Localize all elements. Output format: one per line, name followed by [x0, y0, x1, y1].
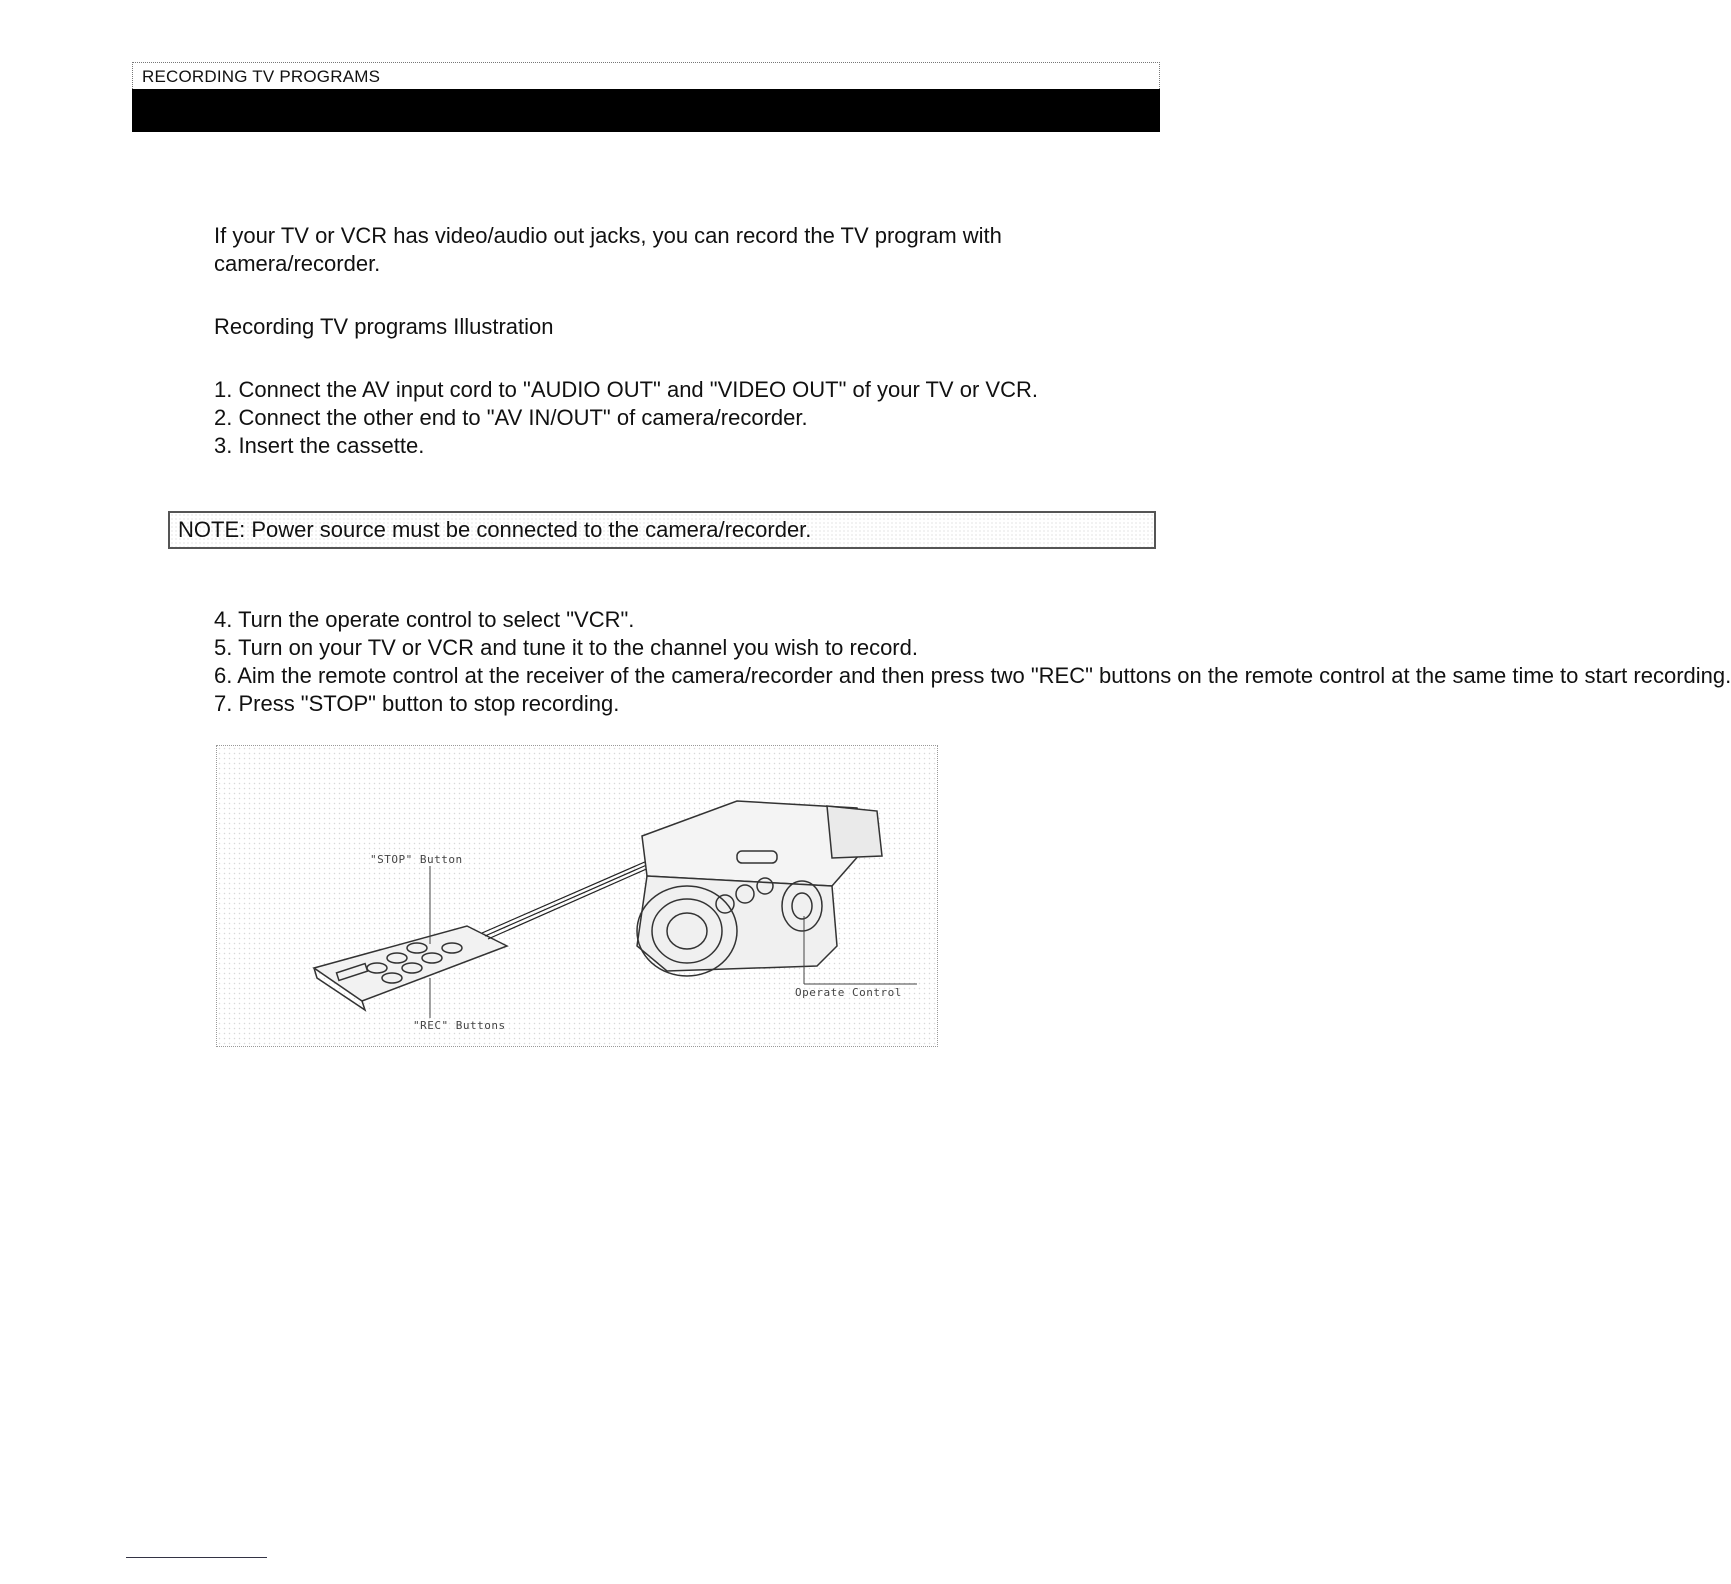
- recording-illustration: [216, 745, 938, 1047]
- footer-rule: [126, 1557, 267, 1558]
- header-bar: [132, 89, 1160, 132]
- illustration-drawing: [217, 746, 939, 1048]
- operate-control-label: Operate Control: [795, 986, 902, 999]
- illustration-caption: Recording TV programs Illustration: [214, 314, 554, 339]
- step-1: 1. Connect the AV input cord to "AUDIO OUT" and "VIDEO OUT" of your TV or VCR.: [214, 377, 1038, 402]
- step-2: 2. Connect the other end to "AV IN/OUT" of camera/recorder.: [214, 405, 808, 430]
- step-6: 6. Aim the remote control at the receiver of the camera/recorder and then press two "REC" buttons on the remote control at the same time to start recording.: [214, 663, 1731, 688]
- note-box: NOTE: Power source must be connected to the camera/recorder.: [168, 511, 1156, 549]
- remote-control-drawing: [314, 926, 507, 1010]
- steps-list-1: [214, 376, 1038, 460]
- ir-beam: [482, 861, 651, 939]
- rec-buttons-label: "REC" Buttons: [413, 1019, 506, 1032]
- steps-list-2: [214, 606, 1731, 718]
- stop-button-label: "STOP" Button: [370, 853, 463, 866]
- step-3: 3. Insert the cassette.: [214, 433, 425, 458]
- camcorder-drawing: [637, 801, 882, 976]
- page-header: [132, 62, 1160, 132]
- section-title: RECORDING TV PROGRAMS: [132, 62, 1160, 89]
- step-7: 7. Press "STOP" button to stop recording.: [214, 691, 620, 716]
- intro-paragraph: If your TV or VCR has video/audio out jacks, you can record the TV program with camera/recorder.: [214, 223, 1002, 276]
- step-5: 5. Turn on your TV or VCR and tune it to the channel you wish to record.: [214, 635, 918, 660]
- step-4: 4. Turn the operate control to select "VCR".: [214, 607, 635, 632]
